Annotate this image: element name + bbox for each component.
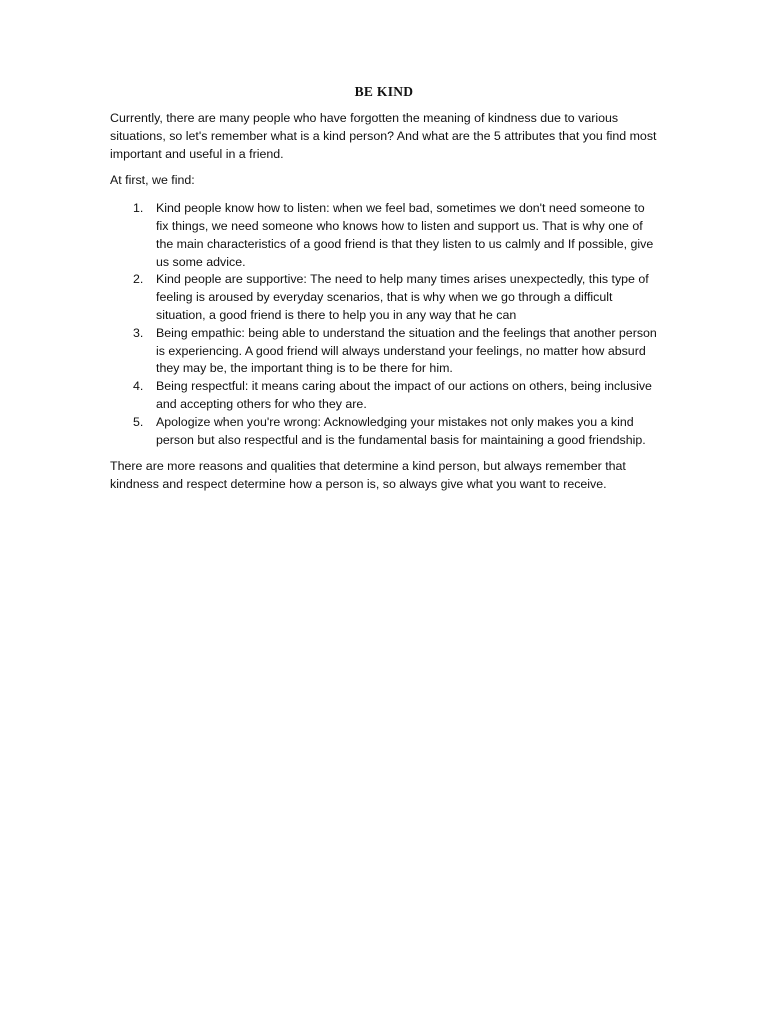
list-item xyxy=(110,271,658,324)
list-item-number: 4. xyxy=(133,379,144,394)
list-item-text: Apologize when you're wrong: Acknowledging your mistakes not only makes you a kind person but also respectful and is the fundamental basis for maintaining a good friendship. xyxy=(156,414,646,447)
attributes-list xyxy=(110,200,658,449)
list-item-text: Being empathic: being able to understand the situation and the feelings that another person is experiencing. A good friend will always understand your feelings, no matter how absurd they may be, the important thing is to be there for him. xyxy=(156,325,657,376)
list-item xyxy=(110,414,658,450)
list-item-text: Kind people are supportive: The need to help many times arises unexpectedly, this type of feeling is aroused by everyday scenarios, that is why when we go through a difficult situation, a good friend is there to help you in any way that he can xyxy=(156,272,649,322)
document-page xyxy=(110,82,658,504)
closing-paragraph: There are more reasons and qualities that determine a kind person, but always remember that kindness and respect determine how a person is, so always give what you want to receive. xyxy=(110,459,626,492)
list-item-text: Kind people know how to listen: when we feel bad, sometimes we don't need someone to fix things, we need someone who knows how to listen and support us. That is why one of the main characteristics of a good friend is that they listen to us calmly and If possible, give us some advice. xyxy=(156,201,654,269)
list-item xyxy=(110,325,658,378)
list-item-number: 1. xyxy=(133,201,144,216)
intro-paragraph: Currently, there are many people who have forgotten the meaning of kindness due to various situations, so let's remember what is a kind person? And what are the 5 attributes that you find most important and useful in a friend. xyxy=(110,111,657,161)
lead-paragraph: At first, we find: xyxy=(110,173,195,188)
document-title: BE KIND xyxy=(354,84,414,99)
list-item-number: 2. xyxy=(133,272,144,287)
list-item-number: 5. xyxy=(133,414,144,429)
list-item xyxy=(110,378,658,414)
list-item-number: 3. xyxy=(133,325,144,340)
list-item xyxy=(110,200,658,271)
list-item-text: Being respectful: it means caring about the impact of our actions on others, being inclusive and accepting others for who they are. xyxy=(156,379,652,411)
